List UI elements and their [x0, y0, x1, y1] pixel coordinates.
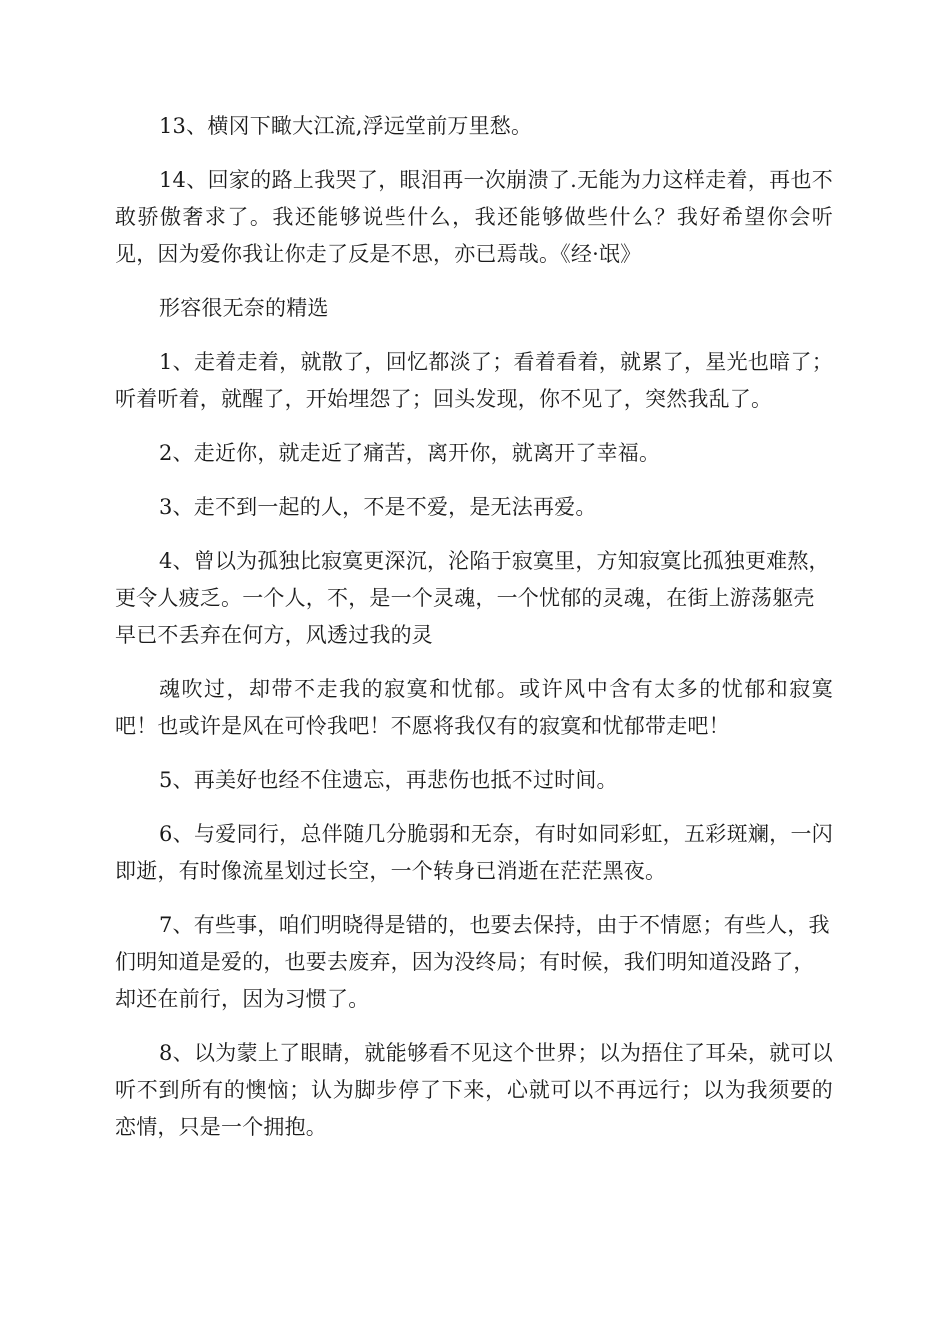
paragraph-1: 1、走着走着，就散了，回忆都淡了；看着看着，就累了，星光也暗了；听着听着，就醒了，开始埋怨了；回头发现，你不见了，突然我乱了。 [115, 350, 833, 411]
paragraph-14: 14、回家的路上我哭了，眼泪再一次崩溃了.无能为力这样走着，再也不敢骄傲奢求了。我还能够说些什么，我还能够做些什么？我好希望你会听见，因为爱你我让你走了反是不思，亦已焉哉。《经·氓》 [115, 168, 833, 266]
paragraph-8: 8、以为蒙上了眼睛，就能够看不见这个世界；以为捂住了耳朵，就可以听不到所有的懊恼；认为脚步停了下来，心就可以不再远行；以为我须要的恋情，只是一个拥抱。 [115, 1041, 833, 1139]
paragraph-4-continued: 魂吹过，却带不走我的寂寞和忧郁。或许风中含有太多的忧郁和寂寞吧！也或许是风在可怜我吧！不愿将我仅有的寂寞和忧郁带走吧！ [115, 677, 833, 738]
paragraph-4: 4、曾以为孤独比寂寞更深沉，沦陷于寂寞里，方知寂寞比孤独更难熬，更令人疲乏。一个人，不，是一个灵魂，一个忧郁的灵魂，在街上游荡躯壳早已不丢弃在何方，风透过我的灵 [115, 549, 830, 647]
paragraph-3: 3、走不到一起的人，不是不爱，是无法再爱。 [159, 495, 597, 519]
paragraph-5: 5、再美好也经不住遗忘，再悲伤也抵不过时间。 [159, 768, 618, 792]
paragraph-2: 2、走近你，就走近了痛苦，离开你，就离开了幸福。 [159, 441, 661, 465]
paragraph-7: 7、有些事，咱们明晓得是错的，也要去保持，由于不情愿；有些人，我们明知道是爱的，也要去废弃，因为没终局；有时候，我们明知道没路了，却还在前行，因为习惯了。 [115, 913, 830, 1011]
document-body [115, 108, 833, 1163]
section-heading: 形容很无奈的精选 [159, 296, 329, 320]
paragraph-13: 13、横冈下瞰大江流,浮远堂前万里愁。 [159, 114, 533, 138]
paragraph-6: 6、与爱同行，总伴随几分脆弱和无奈，有时如同彩虹，五彩斑斓，一闪即逝，有时像流星划过长空，一个转身已消逝在茫茫黑夜。 [115, 822, 833, 883]
